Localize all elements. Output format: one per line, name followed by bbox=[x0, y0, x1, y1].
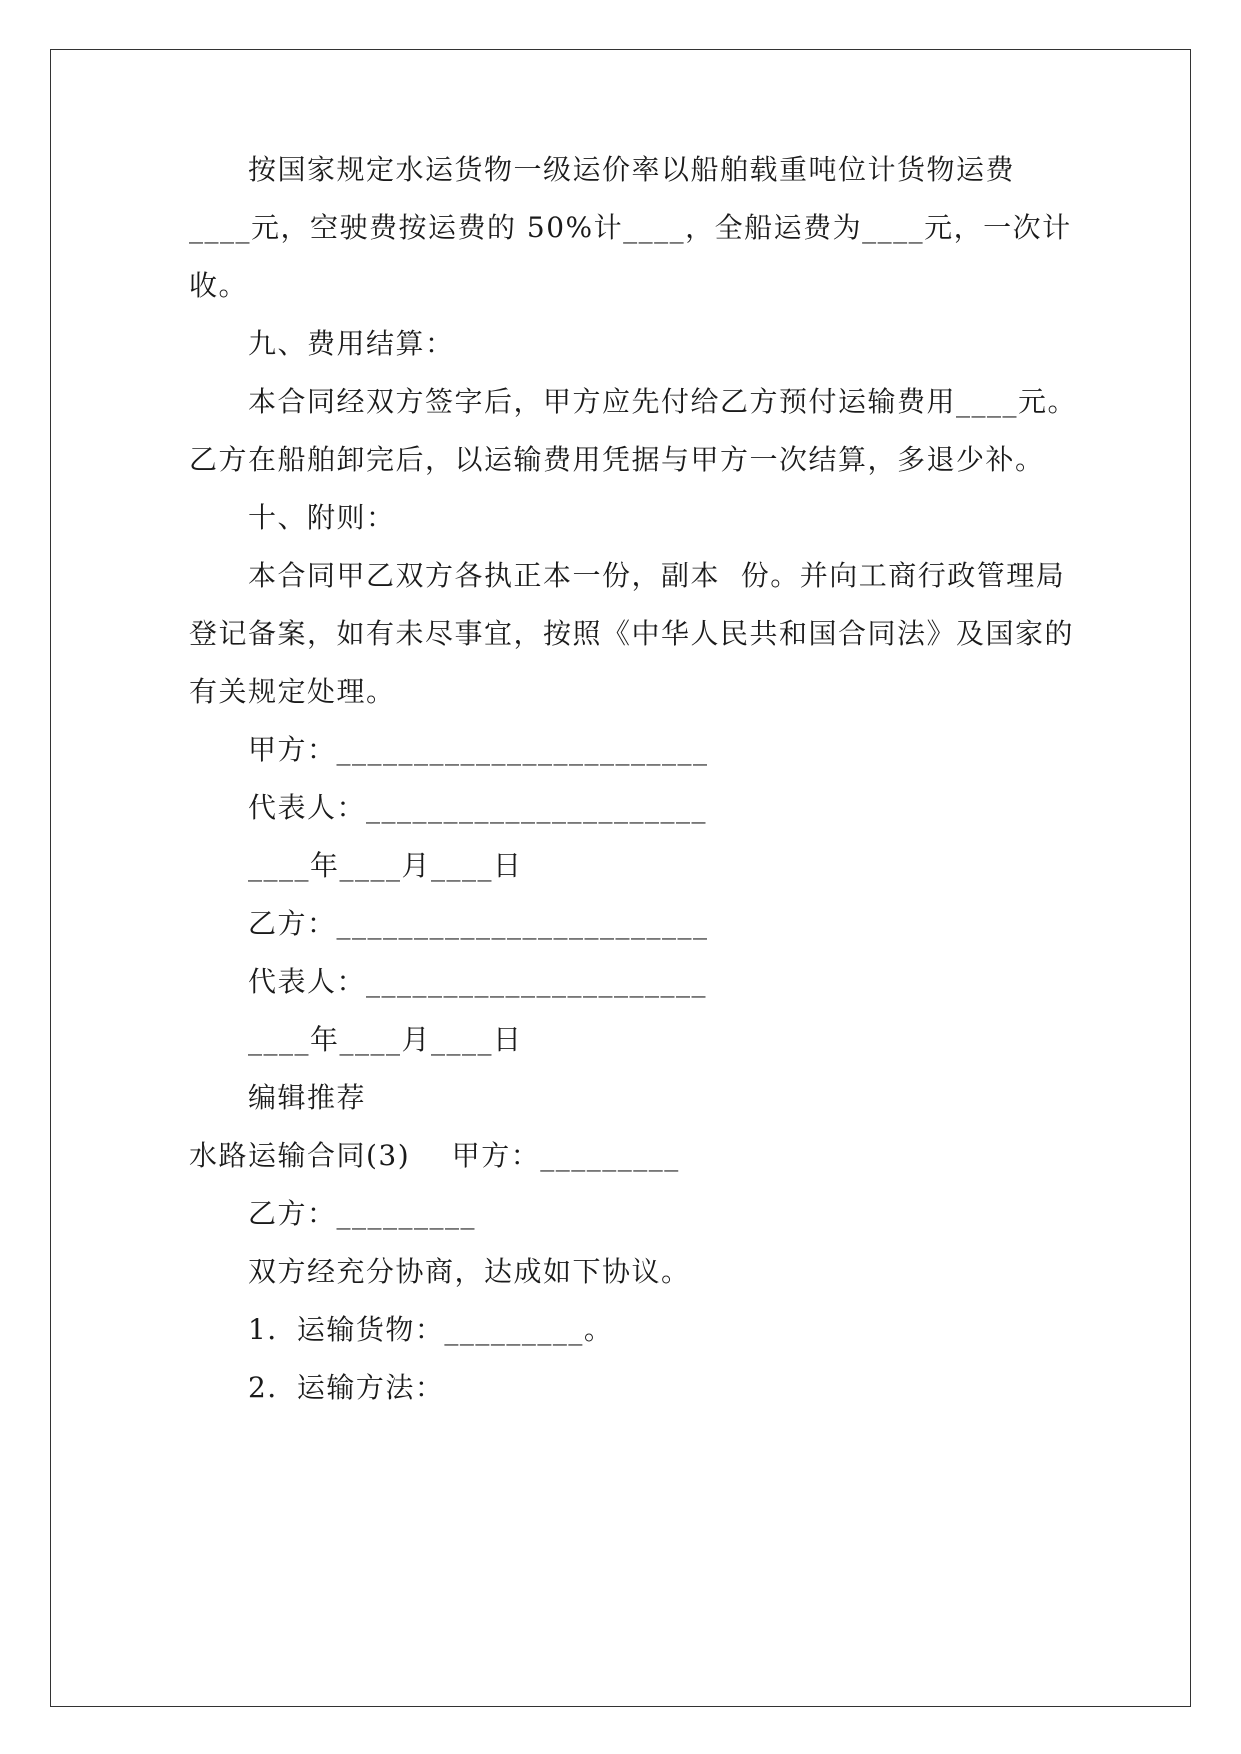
paragraph-supplementary-end: 有关规定处理。 bbox=[189, 675, 396, 708]
paragraph-freight-rate-end: 收。 bbox=[189, 269, 249, 302]
contract-3-title: 水路运输合同(3) 甲方：_________ bbox=[189, 1139, 680, 1172]
paragraph-settlement: 本合同经双方签字后，甲方应先付给乙方预付运输费用____元。 bbox=[248, 385, 1078, 418]
paragraph-freight-rate: 按国家规定水运货物一级运价率以船舶载重吨位计货物运费 bbox=[248, 153, 1016, 186]
section-heading-supplementary: 十、附则： bbox=[248, 501, 396, 534]
paragraph-supplementary-cont: 登记备案，如有未尽事宜，按照《中华人民共和国合同法》及国家的 bbox=[189, 617, 1075, 650]
contract-3-item-goods: 1．运输货物：_________。 bbox=[248, 1313, 614, 1346]
signature-representative-a: 代表人：______________________ bbox=[248, 791, 708, 824]
editor-recommendation: 编辑推荐 bbox=[248, 1081, 367, 1114]
paragraph-supplementary: 本合同甲乙双方各执正本一份，副本 份。并向工商行政管理局 bbox=[248, 559, 1066, 592]
contract-3-item-method: 2．运输方法： bbox=[248, 1371, 445, 1404]
signature-representative-b: 代表人：______________________ bbox=[248, 965, 708, 998]
section-heading-settlement: 九、费用结算： bbox=[248, 327, 455, 360]
signature-party-b: 乙方：________________________ bbox=[248, 907, 709, 940]
signature-date-b: ____年____月____日 bbox=[248, 1023, 523, 1056]
contract-3-party-b: 乙方：_________ bbox=[248, 1197, 477, 1230]
contract-3-agreement: 双方经充分协商，达成如下协议。 bbox=[248, 1255, 691, 1288]
paragraph-settlement-cont: 乙方在船舶卸完后，以运输费用凭据与甲方一次结算，多退少补。 bbox=[189, 443, 1045, 476]
paragraph-freight-rate-cont: ____元，空驶费按运费的 50%计____，全船运费为____元，一次计 bbox=[189, 211, 1072, 244]
signature-date-a: ____年____月____日 bbox=[248, 849, 523, 882]
signature-party-a: 甲方：________________________ bbox=[248, 733, 709, 766]
